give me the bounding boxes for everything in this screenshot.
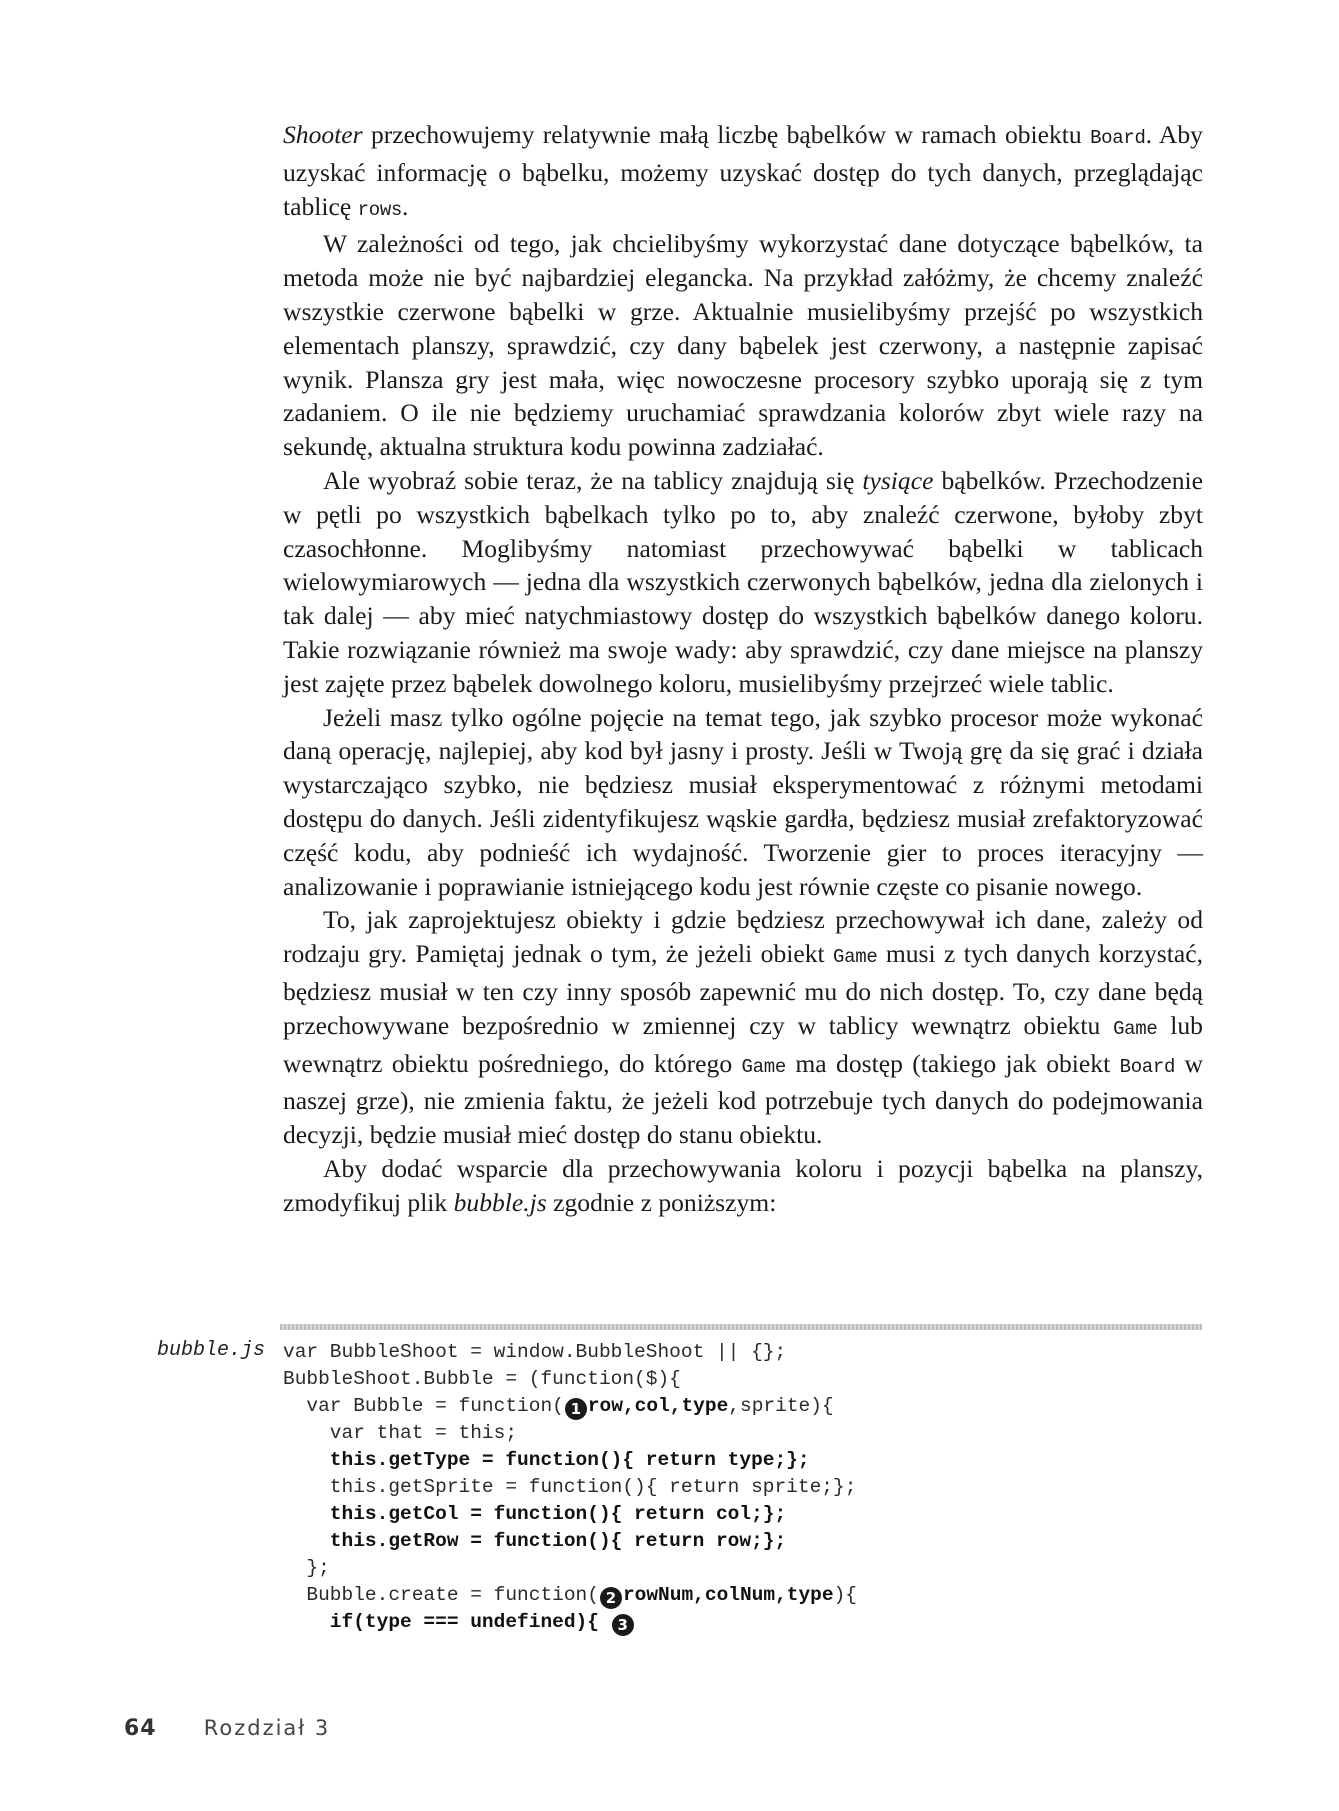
paragraph <box>283 118 1203 227</box>
text-run: Jeżeli masz tylko ogólne pojęcie na temat tego, jak szybko procesor może wykonać daną operację, najlepiej, aby kod był jasny i prosty. Jeśli w Twoją grę da się grać i działa wystarczająco szybko, nie będziesz musiał eksperymentować z różnymi metodami dostępu do danych. Jeśli zidentyfikujesz wąskie gardła, będziesz musiał zrefaktoryzować część kodu, aby podnieść ich wydajność. Tworzenie gier to proces iteracyjny — analizowanie i poprawianie istniejącego kodu jest równie częste co pisanie nowego. <box>283 702 1203 901</box>
code-line <box>283 1339 857 1366</box>
callout-marker: 1 <box>565 1398 587 1420</box>
text-run: . Aby uzyskać informację o bąbelku, możemy uzyskać dostęp do tych danych, przeglądając tablicę <box>283 120 1203 221</box>
paragraph <box>283 464 1203 701</box>
code-line <box>283 1501 857 1528</box>
bold-code: this.getCol = function(){ return col;}; <box>283 1503 787 1525</box>
text-run: bąbelków. Przechodzenie w pętli po wszystkich bąbelkach tylko po to, aby znaleźć czerwone, byłoby zbyt czasochłonne. Moglibyśmy natomiast przechowywać bąbelki w tablicach wielowymiarowych — jedna dla wszystkich czerwonych bąbelków, jedna dla zielonych i tak dalej — aby mieć natychmiastowy dostęp do wszystkich bąbelków danego koloru. Takie rozwiązanie również ma swoje wady: aby sprawdzić, czy dane miejsce na planszy jest zajęte przez bąbelek dowolnego koloru, musielibyśmy przejrzeć wiele tablic. <box>283 465 1204 698</box>
code-line <box>283 1609 857 1636</box>
text-run: . <box>402 191 409 221</box>
code-line <box>283 1366 857 1393</box>
code-token: this.getSprite = function(){ return sprite;}; <box>283 1476 857 1498</box>
bold-code: this.getType = function(){ return type;}; <box>283 1449 810 1471</box>
inline-code: rows <box>357 198 403 221</box>
text-run: To, jak zaprojektujesz obiekty i gdzie będziesz przechowywał ich dane, zależy od rodzaju gry. Pamiętaj jednak o tym, że jeżeli obiekt <box>283 905 1203 969</box>
code-line <box>283 1555 857 1582</box>
bold-code: this.getRow = function(){ return row;}; <box>283 1530 787 1552</box>
code-token: var that = this; <box>283 1422 518 1444</box>
code-line <box>283 1420 857 1447</box>
code-listing-rule <box>280 1324 1202 1330</box>
text-run: W zależności od tego, jak chcielibyśmy wykorzystać dane dotyczące bąbelków, ta metoda może nie być najbardziej elegancka. Na przykład załóżmy, że chcemy znaleźć wszystkie czerwone bąbelki w grze. Aktualnie musielibyśmy przejść po wszystkich elementach planszy, sprawdzić, czy dany bąbelek jest czerwony, a następnie zapisać wynik. Plansza gry jest mała, więc nowoczesne procesory szybko uporają się z tym zadaniem. O ile nie będziemy uruchamiać sprawdzania kolorów zbyt wiele razy na sekundę, aktualna struktura kodu powinna zadziałać. <box>283 229 1203 462</box>
code-token: Bubble.create = function( <box>283 1584 599 1606</box>
italic-text: tysiące <box>862 465 934 495</box>
inline-code: Board <box>1090 127 1146 149</box>
code-line <box>283 1393 857 1420</box>
text-run: przechowujemy relatywnie małą liczbę bąbelków w ramach obiektu <box>362 120 1091 149</box>
text-run: lub wewnątrz obiektu pośredniego, do którego <box>283 1010 1203 1078</box>
inline-code: Game <box>1113 1017 1158 1040</box>
code-line <box>283 1447 857 1474</box>
inline-code: Game <box>741 1055 786 1078</box>
bold-code: if(type === undefined){ <box>283 1611 611 1633</box>
code-line <box>283 1474 857 1501</box>
text-run: zgodnie z poniższym: <box>546 1187 777 1217</box>
code-token: var Bubble = function( <box>283 1395 564 1417</box>
inline-code: Board <box>1119 1055 1176 1078</box>
paragraph <box>283 1152 1203 1220</box>
inline-code: Game <box>833 946 878 969</box>
paragraph <box>283 903 1203 1152</box>
bold-code: row,col,type <box>587 1395 729 1417</box>
text-run: Aby dodać wsparcie dla przechowywania koloru i pozycji bąbelka na planszy, zmodyfikuj plik <box>283 1153 1203 1217</box>
paragraph <box>283 227 1203 464</box>
code-line <box>283 1528 857 1555</box>
code-token: ,sprite){ <box>728 1395 834 1417</box>
callout-marker: 3 <box>612 1614 634 1636</box>
text-run: Ale wyobraź sobie teraz, że na tablicy znajdują się <box>323 465 863 495</box>
paragraph <box>283 701 1203 904</box>
text-run: musi z tych danych korzystać, będziesz musiał w ten czy inny sposób zapewnić mu do nich dostęp. To, czy dane będą przechowywane bezpośrednio w zmiennej czy w tablicy wewnątrz obiektu <box>283 939 1203 1040</box>
italic-text: bubble.js <box>453 1187 547 1217</box>
body-text <box>283 118 1203 1220</box>
code-file-label: bubble.js <box>157 1339 266 1362</box>
code-line <box>283 1582 857 1609</box>
code-token: }; <box>283 1557 330 1579</box>
text-run: w naszej grze), nie zmienia faktu, że jeżeli kod potrzebuje tych danych do podejmowania decyzji, będzie musiał mieć dostęp do stanu obiektu. <box>283 1048 1203 1150</box>
italic-text: Shooter <box>283 120 363 149</box>
text-run: ma dostęp (takiego jak obiekt <box>785 1048 1120 1078</box>
bold-code: rowNum,colNum,type <box>622 1584 834 1606</box>
page-number: 64 <box>124 1716 157 1741</box>
code-token: var BubbleShoot = window.BubbleShoot || {}; <box>283 1341 787 1363</box>
code-token: ){ <box>833 1584 857 1606</box>
page-footer <box>124 1716 330 1741</box>
chapter-title: Rozdział 3 <box>203 1716 331 1740</box>
code-listing <box>283 1339 857 1636</box>
code-token: BubbleShoot.Bubble = (function($){ <box>283 1368 681 1390</box>
callout-marker: 2 <box>600 1587 622 1609</box>
